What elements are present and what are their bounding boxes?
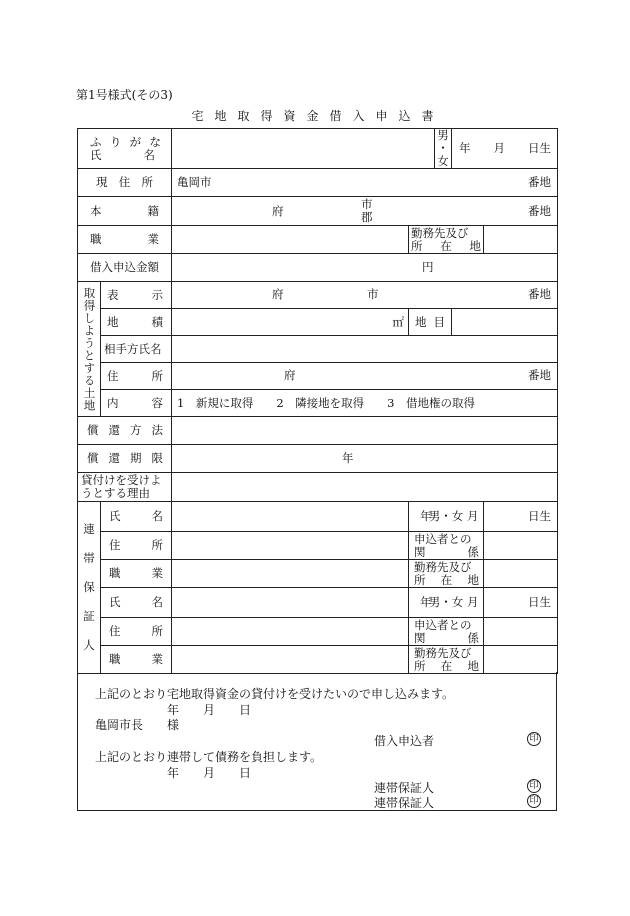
- guarantor2-name-field[interactable]: [172, 588, 409, 618]
- relation-label-top: 申込者との: [414, 617, 472, 632]
- guarantor2-occupation-row: [78, 646, 558, 674]
- label-char: 方: [130, 423, 142, 437]
- label-char: 業: [147, 232, 159, 246]
- square-meter-unit: ㎡: [392, 314, 404, 329]
- label-char: 本: [90, 203, 102, 218]
- yen-unit-label: 円: [422, 260, 434, 274]
- workplace-label-cell: [409, 226, 484, 254]
- label-char: 容: [151, 395, 163, 410]
- sex-female-label: 女: [437, 154, 449, 168]
- label-char: 連: [83, 522, 95, 536]
- guarantor2-workplace-label-cell: [409, 646, 484, 674]
- guarantor2-occupation-field[interactable]: [172, 646, 409, 674]
- guarantor1-name-label-cell: [101, 502, 172, 532]
- label-char: 関: [414, 544, 426, 559]
- label-char: 所: [414, 572, 426, 587]
- domicile-city-label: 市: [361, 197, 373, 211]
- birth-year-label: 年: [459, 141, 471, 155]
- guarantor1-address-field[interactable]: [172, 532, 409, 560]
- label-char: 在: [440, 238, 452, 253]
- land-city-label: 市: [367, 287, 379, 301]
- domicile-row: [78, 197, 558, 226]
- label-char: 地: [467, 658, 479, 673]
- label-char: な: [149, 134, 161, 149]
- loan-reason-row: [78, 473, 558, 502]
- reason-label-line1: 貸付けを受けよ: [81, 473, 162, 487]
- birth-year-label: 年: [420, 594, 432, 609]
- loan-reason-field[interactable]: [172, 473, 558, 502]
- repayment-period-field[interactable]: [172, 445, 558, 473]
- application-form-table: [77, 128, 558, 674]
- label-char: 職: [109, 566, 121, 580]
- guarantor-statement: 上記のとおり連帯して債務を負担します。: [95, 750, 323, 764]
- guarantor2-name-row: [78, 588, 558, 618]
- repayment-method-field[interactable]: [172, 417, 558, 445]
- loan-amount-label: 借入申込金額: [78, 254, 172, 282]
- period-year-label: 年: [342, 451, 354, 465]
- label-char: 所: [151, 538, 163, 552]
- applicant-name-row: [78, 129, 558, 169]
- guarantor-date[interactable]: 年 月 日: [167, 766, 252, 780]
- guarantor1-workplace-field[interactable]: [484, 560, 558, 588]
- domicile-pref-label: 府: [272, 204, 284, 218]
- birth-day-label: 日生: [528, 141, 551, 155]
- label-char: 籍: [147, 203, 159, 218]
- repayment-method-row: [78, 417, 558, 445]
- label-char: 住: [109, 538, 121, 552]
- occupation-row: [78, 226, 558, 254]
- applicant-address-row: [78, 169, 558, 197]
- land-address-row: [78, 363, 558, 390]
- label-char: 還: [108, 451, 120, 465]
- guarantor2-address-row: [78, 618, 558, 646]
- workplace-field[interactable]: [484, 226, 558, 254]
- guarantor1-relation-field[interactable]: [484, 532, 558, 560]
- seal-mark-icon: 印: [527, 779, 541, 793]
- seal-mark-icon: 印: [527, 794, 541, 808]
- land-address-pref-label: 府: [284, 368, 296, 382]
- applicant-address-field[interactable]: [172, 169, 558, 197]
- label-char: 地: [415, 314, 427, 329]
- loan-amount-row: [78, 254, 558, 282]
- label-char: 期: [130, 451, 142, 465]
- land-pref-label: 府: [272, 287, 284, 301]
- guarantor-group-label-cell: [78, 502, 101, 674]
- guarantor2-relation-label-cell: [409, 618, 484, 646]
- guarantor2-relation-field[interactable]: [484, 618, 558, 646]
- sex-male-label: 男: [437, 128, 449, 142]
- furigana-label: [90, 136, 161, 149]
- label-char: 住: [118, 175, 131, 189]
- label-char: 氏: [109, 509, 121, 523]
- label-char: が: [129, 134, 142, 149]
- label-char: 内: [107, 395, 119, 410]
- label-char: 関: [414, 630, 426, 645]
- occupation-label-cell: [78, 226, 172, 254]
- land-display-label-cell: [101, 282, 172, 309]
- label-char: 地: [107, 314, 119, 329]
- application-date[interactable]: 年 月 日: [167, 703, 252, 717]
- guarantor1-occupation-row: [78, 560, 558, 588]
- label-char: 住: [109, 624, 121, 638]
- label-char: 積: [151, 314, 163, 329]
- guarantor1-name-row: [78, 502, 558, 532]
- guarantor1-address-label-cell: [101, 532, 172, 560]
- domicile-banchi-label: 番地: [528, 204, 551, 218]
- label-char: 業: [151, 566, 163, 580]
- land-address-banchi-label: 番地: [528, 368, 551, 382]
- label-char: 法: [151, 423, 163, 437]
- label-char: り: [109, 134, 122, 149]
- relation-label-top: 申込者との: [414, 531, 472, 546]
- land-content-options[interactable]: 1 新規に取得 2 隣接地を取得 3 借地権の取得: [172, 390, 558, 417]
- label-char: 名: [151, 595, 163, 609]
- guarantor2-address-label-cell: [101, 618, 172, 646]
- label-char: 係: [467, 630, 479, 645]
- land-content-label-cell: [101, 390, 172, 417]
- birth-day-label: 日生: [528, 508, 551, 523]
- land-area-row: [78, 309, 558, 336]
- label-char: 在: [440, 572, 453, 587]
- birth-year-label: 年: [420, 508, 432, 523]
- domicile-gun-label: 郡: [361, 210, 373, 224]
- land-display-field[interactable]: [172, 282, 558, 309]
- land-group-label: 取得しようとする土地: [82, 286, 97, 412]
- domicile-field[interactable]: [172, 197, 558, 226]
- guarantor1-relation-label-cell: [409, 532, 484, 560]
- land-category-field[interactable]: [452, 309, 558, 336]
- label-char: 償: [87, 451, 99, 465]
- label-char: 地: [469, 238, 481, 253]
- label-char: 係: [467, 544, 479, 559]
- addressee: 亀岡市長 様: [95, 718, 180, 732]
- address-banchi-label: 番地: [528, 175, 551, 189]
- land-display-row: [78, 282, 558, 309]
- counterparty-row: [78, 336, 558, 363]
- counterparty-field[interactable]: [172, 336, 558, 363]
- guarantor1-workplace-label-cell: [409, 560, 484, 588]
- guarantor2-workplace-field[interactable]: [484, 646, 558, 674]
- guarantor1-sex[interactable]: 男・女: [409, 502, 484, 532]
- guarantor2-sign-label: 連帯保証人: [374, 796, 435, 810]
- label-char: 氏: [109, 595, 121, 609]
- label-char: 目: [433, 314, 445, 329]
- applicant-sign-label: 借入申込者: [374, 734, 435, 748]
- land-group-label-cell: [78, 282, 101, 417]
- guarantor1-name-field[interactable]: [172, 502, 409, 532]
- label-char: 住: [107, 368, 119, 383]
- label-char: 職: [109, 652, 121, 666]
- label-char: 所: [411, 238, 423, 253]
- label-char: 現: [96, 175, 108, 189]
- label-char: 名: [143, 147, 155, 162]
- counterparty-label: 相手方氏名: [101, 336, 172, 363]
- birth-day-label: 日生: [528, 594, 551, 609]
- workplace-label-top: 勤務先及び: [414, 559, 472, 574]
- land-content-row: [78, 390, 558, 417]
- guarantor2-sex[interactable]: 男・女: [409, 588, 484, 618]
- label-char: 所: [151, 624, 163, 638]
- birth-month-label: 月: [467, 594, 479, 609]
- loan-reason-label-cell: [78, 473, 172, 502]
- repayment-period-label-cell: [78, 445, 172, 473]
- guarantor2-name-label-cell: [101, 588, 172, 618]
- label-char: 職: [90, 232, 102, 246]
- label-char: 所: [141, 175, 153, 189]
- sex-dot: ・: [437, 141, 449, 155]
- label-char: 帯: [83, 551, 95, 565]
- name-label: [90, 149, 161, 162]
- land-area-field[interactable]: [172, 309, 409, 336]
- label-char: 還: [108, 423, 120, 437]
- application-statement: 上記のとおり宅地取得資金の貸付けを受けたいので申し込みます。: [95, 687, 455, 701]
- guarantor1-sign-label: 連帯保証人: [374, 781, 435, 795]
- workplace-label-top: 勤務先及び: [411, 225, 469, 240]
- applicant-name-field[interactable]: [172, 129, 435, 169]
- label-char: 表: [107, 287, 119, 302]
- reason-label-line2: うとする理由: [81, 486, 150, 500]
- label-char: 人: [83, 638, 95, 652]
- repayment-method-label-cell: [78, 417, 172, 445]
- label-char: 氏: [90, 147, 102, 162]
- label-char: 保: [83, 580, 95, 594]
- land-area-label-cell: [101, 309, 172, 336]
- guarantor2-address-field[interactable]: [172, 618, 409, 646]
- guarantor2-occupation-label-cell: [101, 646, 172, 674]
- label-char: 示: [151, 287, 163, 302]
- label-char: 業: [151, 652, 163, 666]
- land-address-field[interactable]: [172, 363, 558, 390]
- applicant-name-label-cell: [78, 129, 172, 169]
- address-city-text: 亀岡市: [177, 175, 212, 189]
- repayment-period-row: [78, 445, 558, 473]
- address-label-cell: [78, 169, 172, 197]
- form-number: 第1号様式(その3): [76, 88, 173, 102]
- label-char: 所: [151, 368, 163, 383]
- land-address-label-cell: [101, 363, 172, 390]
- label-char: 名: [151, 509, 163, 523]
- land-banchi-label: 番地: [528, 287, 551, 301]
- domicile-label-cell: [78, 197, 172, 226]
- guarantor1-occupation-label-cell: [101, 560, 172, 588]
- declaration-box: [77, 672, 557, 811]
- label-char: 所: [414, 658, 426, 673]
- guarantor1-address-row: [78, 532, 558, 560]
- document-title: 宅地取得資金借入申込書: [191, 109, 445, 123]
- loan-amount-field[interactable]: [172, 254, 558, 282]
- sex-label-cell: [435, 129, 452, 169]
- land-category-label-cell: [409, 309, 452, 336]
- birth-month-label: 月: [493, 141, 505, 155]
- label-char: 償: [87, 423, 99, 437]
- workplace-label-top: 勤務先及び: [414, 645, 472, 660]
- applicant-birthdate-field[interactable]: [452, 129, 558, 169]
- guarantor1-occupation-field[interactable]: [172, 560, 409, 588]
- label-char: 在: [440, 658, 453, 673]
- seal-mark-icon: 印: [527, 732, 541, 746]
- birth-month-label: 月: [467, 508, 479, 523]
- label-char: 証: [83, 609, 95, 623]
- label-char: 限: [151, 451, 163, 465]
- label-char: ふ: [90, 134, 102, 149]
- label-char: 地: [467, 572, 479, 587]
- occupation-field[interactable]: [172, 226, 409, 254]
